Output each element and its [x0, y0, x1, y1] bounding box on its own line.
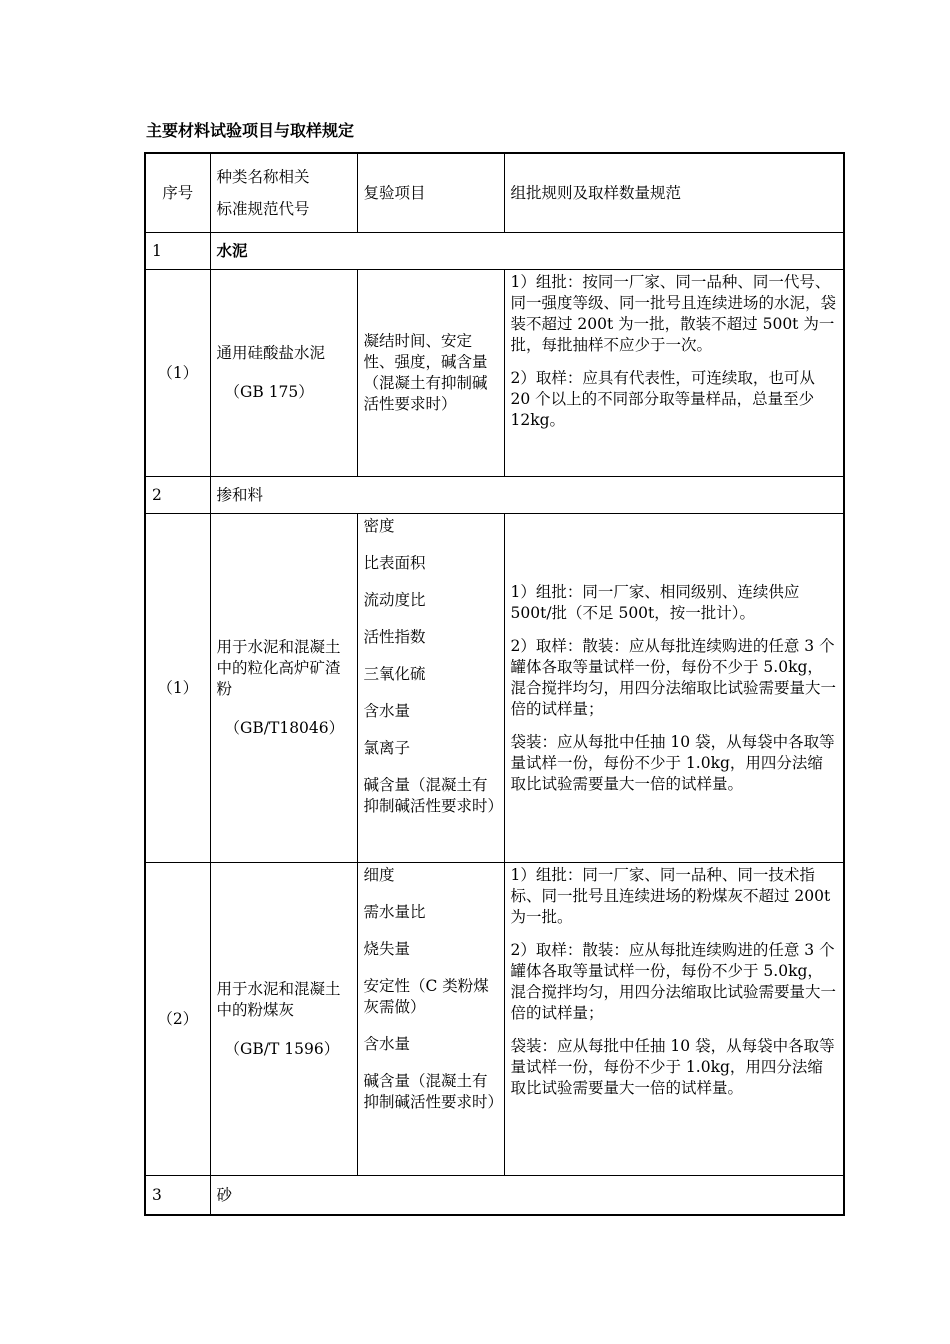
row-seq: （1） [145, 514, 210, 863]
row-name: 用于水泥和混凝土中的粉煤灰 [216, 979, 341, 1019]
rule-sampling-bag: 袋装：应从每批中任抽 10 袋，从每袋中各取等量试样一份，每份不少于 1.0kg，用四分法缩取比试验需要量大一倍的试样量。 [510, 732, 835, 793]
test-item: 细度 [363, 866, 395, 884]
rule-sampling: 2）取样：应具有代表性，可连续取，也可从 20 个以上的不同部分取等量样品，总量至少 12kg。 [510, 369, 815, 429]
category-seq: 1 [145, 233, 210, 270]
test-item: 碱含量（混凝土有抑制碱活性要求时） [363, 776, 504, 815]
category-name: 砂 [210, 1176, 844, 1216]
table-row [145, 863, 844, 1176]
category-row-admixture [145, 477, 844, 514]
test-item: 活性指数 [363, 628, 426, 646]
header-name-line1: 种类名称相关 [216, 168, 310, 186]
row-name-cell [210, 270, 357, 477]
rule-batch: 1）组批：按同一厂家、同一品种、同一代号、同一强度等级、同一批号且连续进场的水泥，袋装不超过 200t 为一批，散装不超过 500t 为一批，每批抽样不应少于一次。 [510, 273, 837, 354]
rule-sampling-bag: 袋装：应从每批中任抽 10 袋，从每袋中各取等量试样一份，每份不少于 1.0kg，用四分法缩取比试验需要量大一倍的试样量。 [510, 1037, 835, 1097]
rule-sampling-bulk: 2）取样：散装：应从每批连续购进的任意 3 个罐体各取等量试样一份，每份不少于 5.0kg，混合搅拌均匀，用四分法缩取比试验需要量大一倍的试样量； [510, 636, 837, 718]
row-standard: （GB 175） [224, 383, 314, 401]
test-item: 安定性（C 类粉煤灰需做） [363, 977, 489, 1016]
table-row [145, 270, 844, 477]
category-name: 水泥 [210, 233, 844, 270]
table-row [145, 514, 844, 863]
row-name-cell [210, 863, 357, 1176]
test-item: 需水量比 [363, 903, 426, 921]
row-rules [504, 270, 844, 477]
row-rules [504, 514, 844, 863]
category-row-cement [145, 233, 844, 270]
test-item: 比表面积 [363, 554, 426, 572]
header-seq: 序号 [145, 153, 210, 233]
test-item: 含水量 [363, 1035, 411, 1053]
row-items: 凝结时间、安定性、强度，碱含量（混凝土有抑制碱活性要求时） [357, 270, 504, 477]
row-name: 用于水泥和混凝土中的粒化高炉矿渣粉 [216, 638, 341, 698]
rule-sampling-bulk: 2）取样：散装：应从每批连续购进的任意 3 个罐体各取等量试样一份，每份不少于 5.0kg，混合搅拌均匀，用四分法缩取比试验需要量大一倍的试样量； [510, 941, 837, 1022]
materials-table [144, 152, 845, 1216]
test-item: 含水量 [363, 702, 411, 720]
test-item: 烧失量 [363, 940, 411, 958]
row-standard: （GB/T 1596） [224, 1039, 340, 1058]
header-name-line2: 标准规范代号 [216, 200, 310, 218]
row-seq: （2） [145, 863, 210, 1176]
row-items [357, 514, 504, 863]
row-seq: （1） [145, 270, 210, 477]
rule-batch: 1）组批：同一厂家、相同级别、连续供应 500t/批（不足 500t，按一批计）。 [510, 582, 800, 622]
row-standard: （GB/T18046） [224, 719, 345, 737]
test-item: 碱含量（混凝土有抑制碱活性要求时） [363, 1072, 504, 1111]
header-items: 复验项目 [357, 153, 504, 233]
header-name [210, 153, 357, 233]
row-items [357, 863, 504, 1176]
category-seq: 2 [145, 477, 210, 514]
test-item: 密度 [363, 517, 395, 535]
row-name: 通用硅酸盐水泥 [216, 344, 326, 362]
rule-batch: 1）组批：同一厂家、同一品种、同一技术指标、同一批号且连续进场的粉煤灰不超过 200t 为一批。 [510, 866, 831, 926]
table-header-row [145, 153, 844, 233]
document-title: 主要材料试验项目与取样规定 [146, 121, 355, 140]
test-item: 三氧化硫 [363, 665, 426, 683]
row-name-cell [210, 514, 357, 863]
category-name: 掺和料 [210, 477, 844, 514]
test-item: 流动度比 [363, 591, 426, 609]
row-rules [504, 863, 844, 1176]
category-seq: 3 [145, 1176, 210, 1216]
category-row-sand [145, 1176, 844, 1216]
header-rules: 组批规则及取样数量规范 [504, 153, 844, 233]
test-item: 氯离子 [363, 739, 411, 757]
